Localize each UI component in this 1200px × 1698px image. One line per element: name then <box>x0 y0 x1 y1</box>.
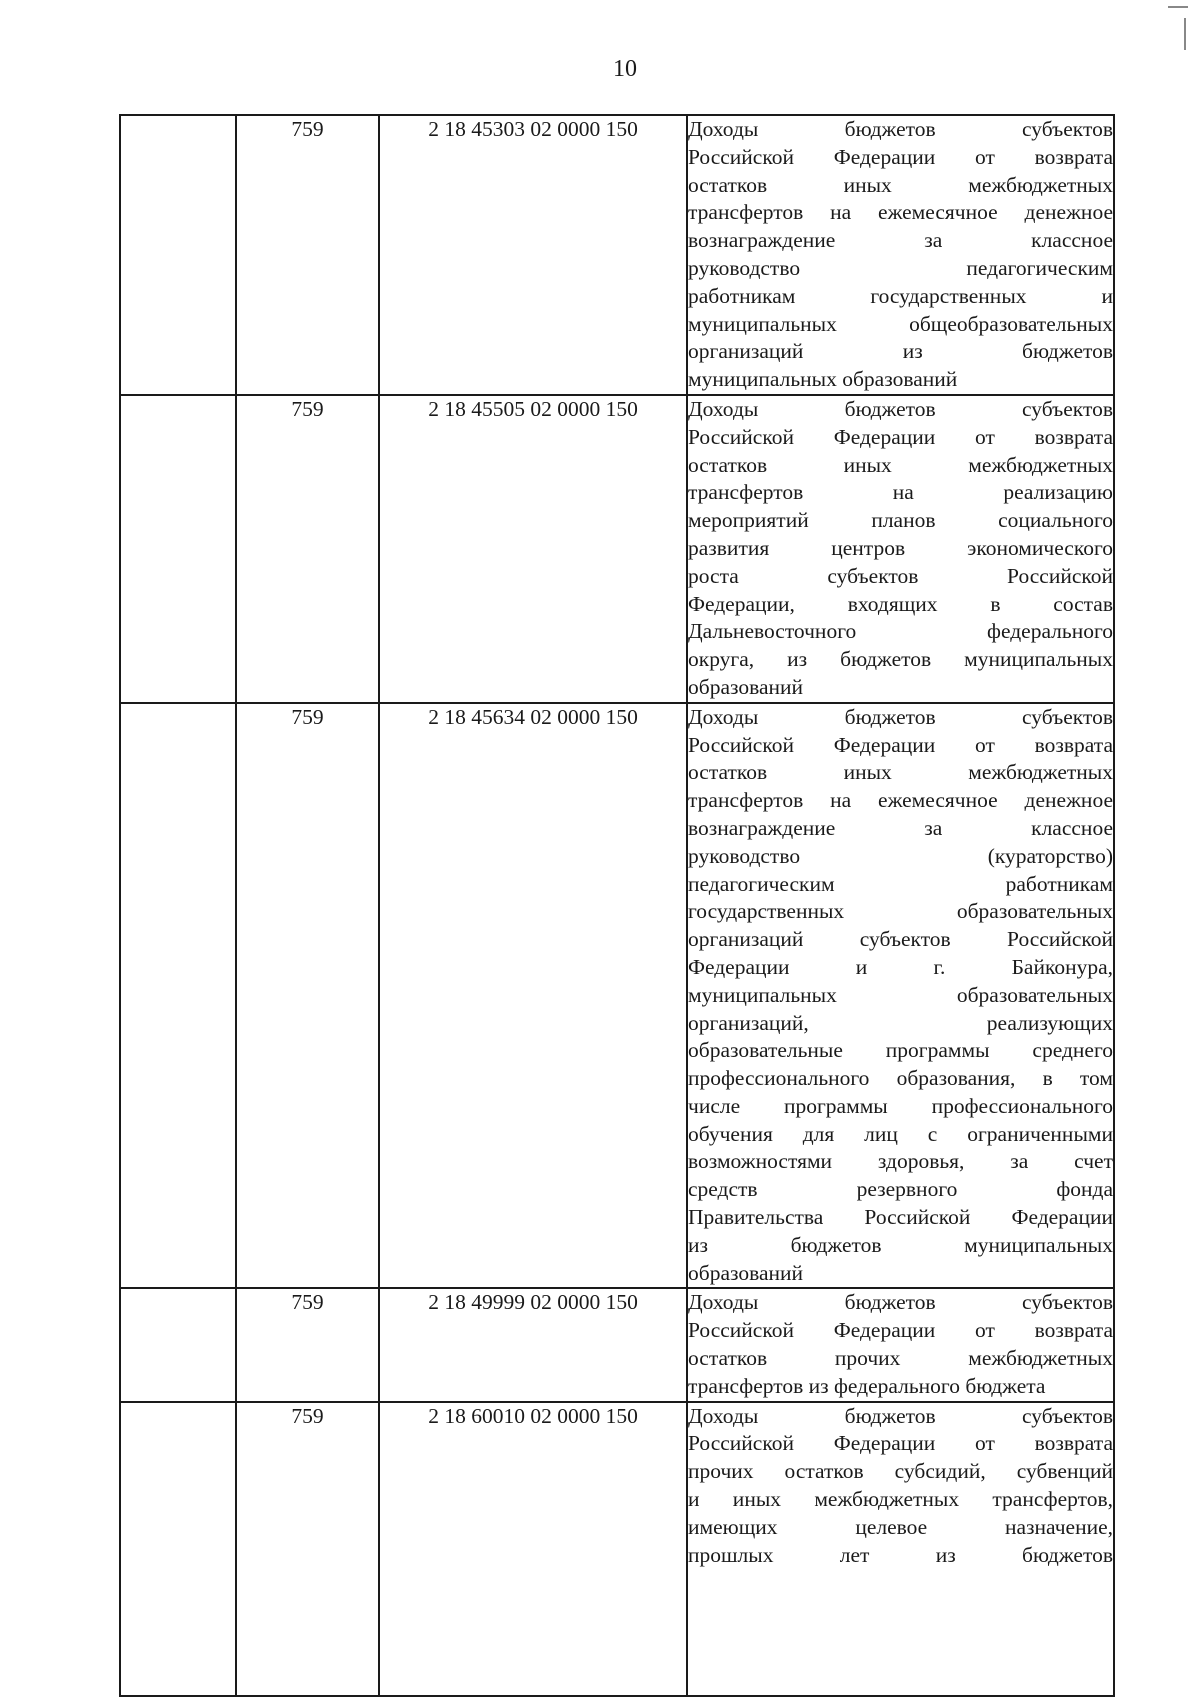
description-line: трансфертов из федерального бюджета <box>688 1373 1046 1398</box>
table-row <box>120 115 1114 395</box>
admin-code-cell: 759 <box>236 703 379 1289</box>
description-line: Доходы бюджетов субъектов <box>688 1403 1113 1428</box>
description-line: остатков иных межбюджетных <box>688 760 1113 785</box>
description-line: Российской Федерации от возврата <box>688 144 1113 169</box>
description-line: средств резервного фонда <box>688 1177 1113 1202</box>
description-line: остатков прочих межбюджетных <box>688 1346 1113 1371</box>
description-line: вознаграждение за классное <box>688 228 1113 253</box>
description-line: руководство педагогическим <box>688 255 1113 280</box>
description-line: прошлых лет из бюджетов <box>688 1542 1113 1567</box>
description-line: округа, из бюджетов муниципальных <box>688 647 1113 672</box>
description-line: трансфертов на ежемесячное денежное <box>688 788 1113 813</box>
description-line: Дальневосточного федерального <box>688 619 1113 644</box>
description-line: организаций, реализующих <box>688 1010 1113 1035</box>
description-line: Федерации и г. Байконура, <box>688 954 1113 979</box>
description-line: муниципальных общеобразовательных <box>688 311 1113 336</box>
kbk-code-cell: 2 18 45505 02 0000 150 <box>379 395 687 703</box>
empty-cell <box>120 115 236 395</box>
description-cell <box>687 115 1114 395</box>
description-line: образований <box>688 1260 804 1285</box>
description-line: муниципальных образовательных <box>688 982 1113 1007</box>
description-clip <box>688 1403 1113 1695</box>
empty-cell <box>120 1288 236 1401</box>
scan-margin-mark <box>1184 18 1186 50</box>
description-line: профессионального образования, в том <box>688 1066 1113 1091</box>
description-line: образовательные программы среднего <box>688 1038 1113 1063</box>
description-line: руководство (кураторство) <box>688 843 1113 868</box>
description-line: Доходы бюджетов субъектов <box>688 1290 1113 1315</box>
table-row <box>120 1402 1114 1696</box>
description-cell <box>687 395 1114 703</box>
description-line: организаций из бюджетов <box>688 339 1113 364</box>
kbk-code-cell: 2 18 60010 02 0000 150 <box>379 1402 687 1696</box>
admin-code-cell: 759 <box>236 1402 379 1696</box>
description-line: остатков иных межбюджетных <box>688 452 1113 477</box>
empty-cell <box>120 703 236 1289</box>
empty-cell <box>120 1402 236 1696</box>
description-line: имеющих целевое назначение, <box>688 1514 1113 1539</box>
admin-code-cell: 759 <box>236 1288 379 1401</box>
description-line: вознаграждение за классное <box>688 815 1113 840</box>
description-line: Федерации, входящих в состав <box>688 591 1113 616</box>
kbk-code-cell: 2 18 45303 02 0000 150 <box>379 115 687 395</box>
kbk-code-cell: 2 18 49999 02 0000 150 <box>379 1288 687 1401</box>
description-line: организаций субъектов Российской <box>688 927 1113 952</box>
table-row <box>120 703 1114 1289</box>
description-line: прочих остатков субсидий, субвенций <box>688 1459 1113 1484</box>
description-line: возможностями здоровья, за счет <box>688 1149 1113 1174</box>
description-line: Российской Федерации от возврата <box>688 732 1113 757</box>
description-line: трансфертов на ежемесячное денежное <box>688 200 1113 225</box>
description-line: Доходы бюджетов субъектов <box>688 704 1113 729</box>
description-line: и иных межбюджетных трансфертов, <box>688 1487 1113 1512</box>
revenue-codes-table <box>119 114 1115 1697</box>
page-number: 10 <box>613 56 637 82</box>
description-line: Российской Федерации от возврата <box>688 1431 1113 1456</box>
description-line: образований <box>688 674 804 699</box>
description-cell <box>687 1402 1114 1696</box>
description-line: трансфертов на реализацию <box>688 480 1113 505</box>
description-line: Доходы бюджетов субъектов <box>688 396 1113 421</box>
kbk-code-cell: 2 18 45634 02 0000 150 <box>379 703 687 1289</box>
description-line: государственных образовательных <box>688 899 1113 924</box>
description-cell <box>687 1288 1114 1401</box>
description-line: обучения для лиц с ограниченными <box>688 1121 1113 1146</box>
table-body <box>120 115 1114 1696</box>
description-line: Российской Федерации от возврата <box>688 1318 1113 1343</box>
description-line: развития центров экономического <box>688 535 1113 560</box>
description-line: роста субъектов Российской <box>688 563 1113 588</box>
description-line: Российской Федерации от возврата <box>688 424 1113 449</box>
description-line: работникам государственных и <box>688 283 1113 308</box>
scan-margin-mark <box>1168 6 1188 8</box>
description-line: из бюджетов муниципальных <box>688 1232 1113 1257</box>
description-line: педагогическим работникам <box>688 871 1113 896</box>
description-line: остатков иных межбюджетных <box>688 172 1113 197</box>
description-line: мероприятий планов социального <box>688 508 1113 533</box>
description-line: муниципальных образований <box>688 367 958 392</box>
table-row <box>120 1288 1114 1401</box>
description-line: числе программы профессионального <box>688 1093 1113 1118</box>
empty-cell <box>120 395 236 703</box>
admin-code-cell: 759 <box>236 395 379 703</box>
admin-code-cell: 759 <box>236 115 379 395</box>
description-cell <box>687 703 1114 1289</box>
description-line: Доходы бюджетов субъектов <box>688 117 1113 141</box>
description-line: Правительства Российской Федерации <box>688 1205 1113 1230</box>
table-row <box>120 395 1114 703</box>
